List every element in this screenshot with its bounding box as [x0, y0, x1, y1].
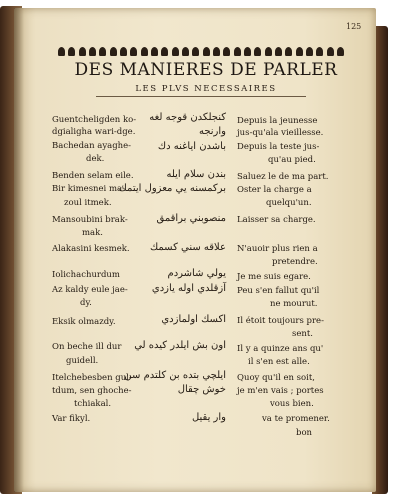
french-line: Je me suis egare.	[237, 272, 311, 282]
turkish-line: On beche ill dur	[52, 342, 122, 352]
french-line: Quoy qu'il en soit,	[237, 373, 315, 383]
french-line: ne mourut.	[270, 299, 318, 309]
ottoman-line: بركمسنه يي معزول ايتمك	[118, 183, 226, 194]
turkish-line: Var fikyl.	[52, 414, 91, 424]
french-line: Depuis la teste jus-	[237, 142, 320, 152]
ottoman-line: ايلچي بتده بن كلتدم سن	[124, 370, 226, 381]
turkish-line: Iolichachurdum	[52, 270, 120, 280]
french-line: N'auoir plus rien a	[237, 244, 318, 254]
turkish-line: Mansoubini brak-	[52, 215, 128, 225]
page-title: DES MANIERES DE PARLER	[74, 60, 338, 80]
catchword: bon	[296, 428, 313, 438]
page-gutter-shadow	[14, 8, 24, 492]
ottoman-line: اون بش ايلدر كيده لي	[134, 340, 226, 351]
ottoman-line: اكسك اولمازدي	[161, 314, 226, 325]
ottoman-line: يولي شاشردم	[167, 268, 226, 279]
turkish-line: guidell.	[66, 356, 99, 366]
french-line: quelqu'un.	[266, 198, 312, 208]
french-line: pretendre.	[272, 257, 318, 267]
french-line: Oster la charge a	[237, 185, 312, 195]
french-line: il s'en est alle.	[248, 357, 310, 367]
turkish-line: Bachedan ayaghe-	[52, 141, 132, 151]
french-line: qu'au pied.	[268, 155, 316, 165]
french-line: va te promener.	[262, 414, 330, 424]
french-line: Depuis la jeunesse	[237, 116, 318, 126]
turkish-line: dek.	[86, 154, 105, 164]
ottoman-line: كنجلكدن قوجه لغه	[149, 112, 226, 123]
french-line: je m'en vais ; portes	[237, 386, 324, 396]
french-line: sent.	[292, 329, 313, 339]
french-line: Laisser sa charge.	[237, 215, 316, 225]
turkish-line: Az kaldy eule jae-	[52, 285, 128, 295]
french-line: vous bien.	[270, 399, 314, 409]
turkish-line: Itelchebesben gul-	[52, 373, 132, 383]
turkish-line: dy.	[80, 298, 92, 308]
french-line: jus-qu'ala vieillesse.	[237, 128, 324, 138]
ottoman-line: وار يقيل	[191, 412, 226, 423]
turkish-line: Guentcheligden ko-	[52, 115, 137, 125]
french-line: Il étoit toujours pre-	[237, 316, 324, 326]
turkish-line: Eksik olmazdy.	[52, 317, 116, 327]
ottoman-line: علاقه سني كسمك	[149, 242, 226, 253]
ottoman-line: منصوبني براقمق	[156, 213, 226, 224]
turkish-line: Alakasini kesmek.	[52, 244, 130, 254]
french-line: Saluez le de ma part.	[237, 172, 329, 182]
turkish-line: tdum, sen ghoche-	[52, 386, 132, 396]
ottoman-line: آزقلدي اوله يازدي	[151, 283, 226, 294]
turkish-line: mak.	[82, 228, 103, 238]
turkish-line: Bir kimesnei ma-	[52, 184, 125, 194]
ottoman-line: وارنجه	[198, 126, 226, 137]
turkish-line: dgialigha wari-dge.	[52, 127, 136, 137]
ottoman-line: خوش چقال	[177, 384, 226, 395]
french-line: Peu s'en fallut qu'il	[237, 286, 320, 296]
page-number: 125	[346, 22, 362, 31]
turkish-line: Benden selam eile.	[52, 171, 134, 181]
turkish-line: tchiakal.	[74, 399, 112, 409]
french-line: Il y a quinze ans qu'	[237, 344, 324, 354]
ottoman-line: باشدن اياغنه دك	[157, 141, 226, 152]
turkish-line: zoul itmek.	[64, 198, 112, 208]
page-subtitle: LES PLVS NECESSAIRES	[135, 84, 277, 94]
ottoman-line: بندن سلام ايله	[166, 169, 226, 180]
title-rule	[96, 96, 306, 97]
ornament-border	[58, 47, 344, 57]
